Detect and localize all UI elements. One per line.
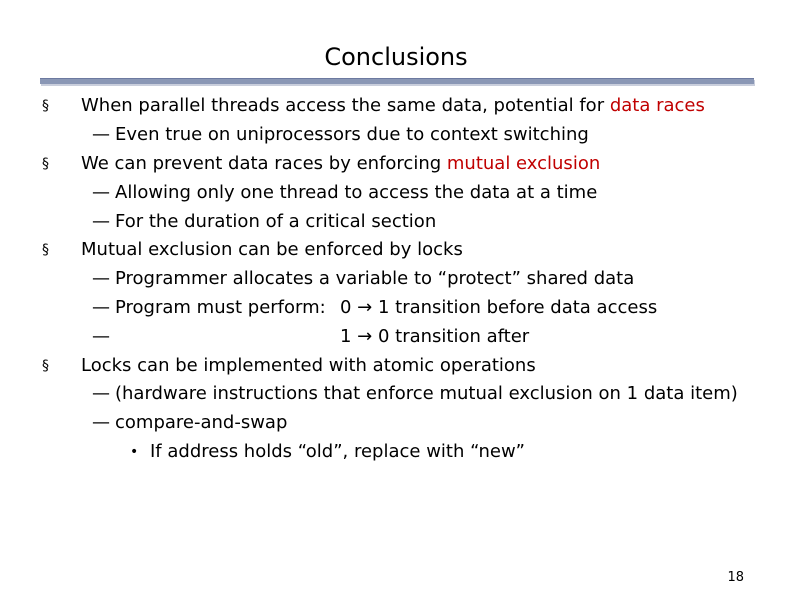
- title-divider: [40, 78, 754, 84]
- sub-marker: —: [92, 268, 110, 289]
- subsub-marker: •: [130, 444, 139, 460]
- bullet-4-sub-2-text: compare-and-swap: [115, 412, 288, 433]
- bullet-marker: §: [42, 98, 49, 114]
- bullet-3-sub-3: [0, 323, 792, 351]
- bullet-3-sub-2: [0, 294, 792, 322]
- bullet-3-sub-1-text: Programmer allocates a variable to “protect” shared data: [115, 268, 635, 289]
- sub-marker: —: [92, 124, 110, 145]
- bullet-4-text: Locks can be implemented with atomic operations: [81, 355, 536, 376]
- bullet-4-sub-1-text: (hardware instructions that enforce mutual exclusion on 1 data item): [115, 383, 738, 404]
- bullet-marker: §: [42, 358, 49, 374]
- bullet-1-sub-1-text: Even true on uniprocessors due to context switching: [115, 124, 589, 145]
- sub-marker: —: [92, 182, 110, 203]
- sub-marker: —: [92, 326, 110, 347]
- bullet-marker: §: [42, 156, 49, 172]
- bullet-2-sub-2-text: For the duration of a critical section: [115, 211, 437, 232]
- bullet-3-text: Mutual exclusion can be enforced by locks: [81, 239, 463, 260]
- sub-marker: —: [92, 412, 110, 433]
- bullet-3-sub-2-left: Program must perform:: [115, 297, 326, 318]
- bullet-2-highlight: mutual exclusion: [446, 153, 601, 174]
- bullet-2-text: We can prevent data races by enforcing: [81, 153, 447, 174]
- page-number: 18: [727, 570, 744, 585]
- bullet-2-sub-1-text: Allowing only one thread to access the data at a time: [115, 182, 598, 203]
- sub-marker: —: [92, 383, 110, 404]
- slide-title: Conclusions: [324, 43, 468, 71]
- sub-marker: —: [92, 297, 110, 318]
- bullet-1-highlight: data races: [609, 95, 705, 116]
- bullet-4-subsub-1-text: If address holds “old”, replace with “new”: [150, 441, 525, 462]
- sub-marker: —: [92, 211, 110, 232]
- bullet-3-sub-2-right: 0 → 1 transition before data access: [340, 297, 658, 318]
- bullet-marker: §: [42, 242, 49, 258]
- bullet-3-sub-3-right: 1 → 0 transition after: [340, 326, 530, 347]
- bullet-1-text: When parallel threads access the same data, potential for: [81, 95, 610, 116]
